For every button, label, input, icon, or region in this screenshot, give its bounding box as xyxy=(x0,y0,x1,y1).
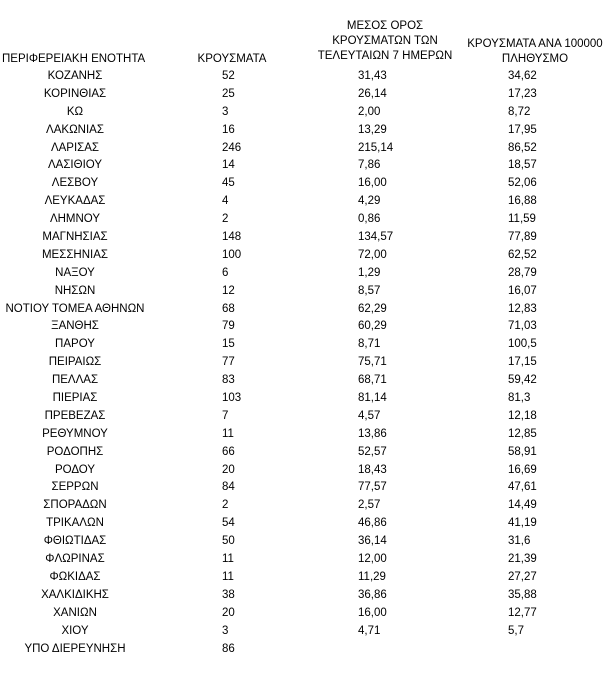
table-row xyxy=(0,301,613,319)
per100k-cell: 27,27 xyxy=(508,570,537,583)
table-row xyxy=(0,140,613,158)
cases-cell: 50 xyxy=(222,535,235,548)
table-row xyxy=(0,479,613,497)
avg-cell: 4,57 xyxy=(358,409,381,422)
cases-cell: 52 xyxy=(222,70,235,82)
per100k-cell: 17,95 xyxy=(508,123,537,136)
region-cell: ΜΑΓΝΗΣΙΑΣ xyxy=(42,231,108,244)
cases-cell: 2 xyxy=(222,499,229,512)
region-cell: ΤΡΙΚΑΛΩΝ xyxy=(46,517,104,530)
avg-cell: 68,71 xyxy=(358,374,387,387)
cases-cell: 3 xyxy=(222,624,229,637)
header-per100k-line-2: ΠΛΗΘΥΣΜΟ xyxy=(501,53,569,65)
avg-cell: 81,14 xyxy=(358,392,387,405)
avg-cell: 8,71 xyxy=(358,338,381,351)
region-cell: ΝΑΞΟΥ xyxy=(55,266,95,279)
header-per100k-line-1: ΚΡΟΥΣΜΑΤΑ ΑΝΑ 100000 xyxy=(467,38,603,50)
region-cell: ΦΛΩΡΙΝΑΣ xyxy=(45,553,105,566)
cases-cell: 7 xyxy=(222,409,229,422)
cases-cell: 12 xyxy=(222,284,235,297)
avg-cell: 4,71 xyxy=(358,624,381,637)
per100k-cell: 100,5 xyxy=(508,338,537,351)
region-cell: ΣΠΟΡΑΔΩΝ xyxy=(43,499,107,512)
cases-cell: 16 xyxy=(222,123,235,136)
table-row xyxy=(0,623,613,641)
avg-cell: 13,29 xyxy=(358,123,387,136)
cases-cell: 68 xyxy=(222,302,235,315)
table-row xyxy=(0,551,613,569)
avg-cell: 18,43 xyxy=(358,463,387,476)
header-cases: ΚΡΟΥΣΜΑΤΑ xyxy=(197,53,267,65)
table-row xyxy=(0,193,613,211)
table-row xyxy=(0,104,613,122)
region-cell: ΠΑΡΟΥ xyxy=(55,338,95,351)
table-row xyxy=(0,265,613,283)
per100k-cell: 47,61 xyxy=(508,481,537,494)
per100k-cell: 17,23 xyxy=(508,87,537,100)
per100k-cell: 14,49 xyxy=(508,499,537,512)
per100k-cell: 62,52 xyxy=(508,248,537,261)
per100k-cell: 81,3 xyxy=(508,392,531,405)
cases-cell: 148 xyxy=(222,231,242,244)
avg-cell: 36,86 xyxy=(358,588,387,601)
region-cell: ΠΕΛΛΑΣ xyxy=(51,374,99,387)
per100k-cell: 34,62 xyxy=(508,70,537,82)
avg-cell: 0,86 xyxy=(358,213,381,226)
per100k-cell: 16,07 xyxy=(508,284,537,297)
avg-cell: 60,29 xyxy=(358,320,387,333)
per100k-cell: 59,42 xyxy=(508,374,537,387)
table-row xyxy=(0,247,613,265)
cases-cell: 83 xyxy=(222,374,235,387)
cases-cell: 15 xyxy=(222,338,235,351)
region-cell: ΛΗΜΝΟΥ xyxy=(49,213,101,226)
per100k-cell: 28,79 xyxy=(508,266,537,279)
avg-cell: 13,86 xyxy=(358,427,387,440)
cases-cell: 79 xyxy=(222,320,235,333)
header-avg-line-2: ΚΡΟΥΣΜΑΤΩΝ ΤΩΝ xyxy=(332,35,438,47)
region-cell: ΞΑΝΘΗΣ xyxy=(51,320,99,333)
header-avg-line-3: ΤΕΛΕΥΤΑΙΩΝ 7 ΗΜΕΡΩΝ xyxy=(317,50,453,62)
per100k-cell: 12,18 xyxy=(508,409,537,422)
avg-cell: 7,86 xyxy=(358,159,381,172)
region-cell: ΛΕΣΒΟΥ xyxy=(51,177,99,190)
region-cell: ΡΟΔΟΠΗΣ xyxy=(46,445,104,458)
avg-cell: 36,14 xyxy=(358,535,387,548)
table-row xyxy=(0,122,613,140)
table-row xyxy=(0,587,613,605)
region-cell: ΠΙΕΡΙΑΣ xyxy=(52,392,98,405)
cases-cell: 14 xyxy=(222,159,235,172)
avg-cell: 12,00 xyxy=(358,553,387,566)
table-row xyxy=(0,336,613,354)
region-cell: ΡΟΔΟΥ xyxy=(54,463,96,476)
cases-cell: 103 xyxy=(222,392,242,405)
region-cell: ΣΕΡΡΩΝ xyxy=(51,481,99,494)
per100k-cell: 77,89 xyxy=(508,231,537,244)
per100k-cell: 8,72 xyxy=(508,105,531,118)
region-cell: ΝΗΣΩΝ xyxy=(54,284,96,297)
table-row xyxy=(0,390,613,408)
avg-cell: 2,00 xyxy=(358,105,381,118)
avg-cell: 26,14 xyxy=(358,87,387,100)
avg-cell: 134,57 xyxy=(358,231,394,244)
cases-cell: 45 xyxy=(222,177,235,190)
region-cell: ΦΩΚΙΔΑΣ xyxy=(49,570,101,583)
per100k-cell: 5,7 xyxy=(508,624,524,637)
region-cell: ΠΕΙΡΑΙΩΣ xyxy=(48,356,102,369)
region-cell: ΦΘΙΩΤΙΔΑΣ xyxy=(43,535,107,548)
cases-cell: 66 xyxy=(222,445,235,458)
avg-cell: 72,00 xyxy=(358,248,387,261)
per100k-cell: 17,15 xyxy=(508,356,537,369)
cases-cell: 20 xyxy=(222,606,235,619)
region-cell: ΚΩ xyxy=(66,105,84,118)
cases-cell: 20 xyxy=(222,463,235,476)
avg-cell: 1,29 xyxy=(358,266,381,279)
per100k-cell: 16,88 xyxy=(508,195,537,208)
region-cell: ΧΑΝΙΩΝ xyxy=(53,606,97,619)
per100k-cell: 71,03 xyxy=(508,320,537,333)
cases-cell: 11 xyxy=(222,553,234,566)
table-body xyxy=(0,68,613,658)
per100k-cell: 12,83 xyxy=(508,302,537,315)
region-cell: ΝΟΤΙΟΥ ΤΟΜΕΑ ΑΘΗΝΩΝ xyxy=(5,302,145,315)
per100k-cell: 31,6 xyxy=(508,535,531,548)
avg-cell: 8,57 xyxy=(358,284,381,297)
table-row xyxy=(0,569,613,587)
table-row xyxy=(0,444,613,462)
table-row xyxy=(0,605,613,623)
table-row xyxy=(0,408,613,426)
table-row xyxy=(0,497,613,515)
per100k-cell: 21,39 xyxy=(508,553,537,566)
avg-cell: 215,14 xyxy=(358,141,394,154)
cases-cell: 3 xyxy=(222,105,229,118)
cases-cell: 54 xyxy=(222,517,235,530)
cases-cell: 6 xyxy=(222,266,229,279)
table-row xyxy=(0,641,613,659)
avg-cell: 16,00 xyxy=(358,177,387,190)
table-row xyxy=(0,533,613,551)
avg-cell: 4,29 xyxy=(358,195,381,208)
region-cell: ΥΠΟ ΔΙΕΡΕΥΝΗΣΗ xyxy=(24,642,126,655)
table-row xyxy=(0,354,613,372)
table-row xyxy=(0,157,613,175)
table-row xyxy=(0,318,613,336)
avg-cell: 16,00 xyxy=(358,606,387,619)
cases-cell: 11 xyxy=(222,570,234,583)
region-cell: ΡΕΘΥΜΝΟΥ xyxy=(42,427,108,440)
region-cell: ΧΑΛΚΙΔΙΚΗΣ xyxy=(41,588,109,601)
header-seven-day-average xyxy=(305,19,465,64)
region-cell: ΛΑΡΙΣΑΣ xyxy=(50,141,100,154)
region-cell: ΚΟΡΙΝΘΙΑΣ xyxy=(43,87,107,100)
region-cell: ΧΙΟΥ xyxy=(61,624,89,637)
cases-cell: 100 xyxy=(222,248,242,261)
cases-cell: 4 xyxy=(222,195,229,208)
avg-cell: 46,86 xyxy=(358,517,387,530)
cases-cell: 38 xyxy=(222,588,235,601)
per100k-cell: 41,19 xyxy=(508,517,537,530)
avg-cell: 11,29 xyxy=(358,570,386,583)
region-cell: ΛΑΚΩΝΙΑΣ xyxy=(46,123,104,136)
per100k-cell: 86,52 xyxy=(508,141,537,154)
region-cell: ΠΡΕΒΕΖΑΣ xyxy=(44,409,106,422)
per100k-cell: 16,69 xyxy=(508,463,537,476)
header-region: ΠΕΡΙΦΕΡΕΙΑΚΗ ΕΝΟΤΗΤΑ xyxy=(2,53,146,65)
per100k-cell: 35,88 xyxy=(508,588,537,601)
cases-cell: 77 xyxy=(222,356,235,369)
avg-cell: 75,71 xyxy=(358,356,387,369)
avg-cell: 31,43 xyxy=(358,70,387,82)
cases-cell: 2 xyxy=(222,213,229,226)
table-row xyxy=(0,68,613,86)
header-cases-per-100k xyxy=(455,37,613,67)
table-row xyxy=(0,426,613,444)
table-row xyxy=(0,372,613,390)
header-avg-line-1: ΜΕΣΟΣ ΟΡΟΣ xyxy=(346,20,424,32)
table-row xyxy=(0,462,613,480)
table-row xyxy=(0,229,613,247)
cases-cell: 246 xyxy=(222,141,242,154)
cases-cell: 25 xyxy=(222,87,235,100)
per100k-cell: 18,57 xyxy=(508,159,537,172)
cases-cell: 84 xyxy=(222,481,235,494)
table-row xyxy=(0,86,613,104)
cases-cell: 86 xyxy=(222,642,235,655)
per100k-cell: 58,91 xyxy=(508,445,537,458)
table-row xyxy=(0,175,613,193)
table-row xyxy=(0,211,613,229)
avg-cell: 62,29 xyxy=(358,302,387,315)
per100k-cell: 52,06 xyxy=(508,177,537,190)
per100k-cell: 11,59 xyxy=(508,213,536,226)
per100k-cell: 12,85 xyxy=(508,427,537,440)
cases-cell: 11 xyxy=(222,427,234,440)
region-cell: ΛΕΥΚΑΔΑΣ xyxy=(44,195,106,208)
per100k-cell: 12,77 xyxy=(508,606,537,619)
table-row xyxy=(0,515,613,533)
region-cell: ΛΑΣΙΘΙΟΥ xyxy=(47,159,103,172)
region-cell: ΚΟΖΑΝΗΣ xyxy=(47,70,103,82)
avg-cell: 2,57 xyxy=(358,499,381,512)
region-cell: ΜΕΣΣΗΝΙΑΣ xyxy=(41,248,109,261)
avg-cell: 77,57 xyxy=(358,481,387,494)
table-row xyxy=(0,283,613,301)
avg-cell: 52,57 xyxy=(358,445,387,458)
